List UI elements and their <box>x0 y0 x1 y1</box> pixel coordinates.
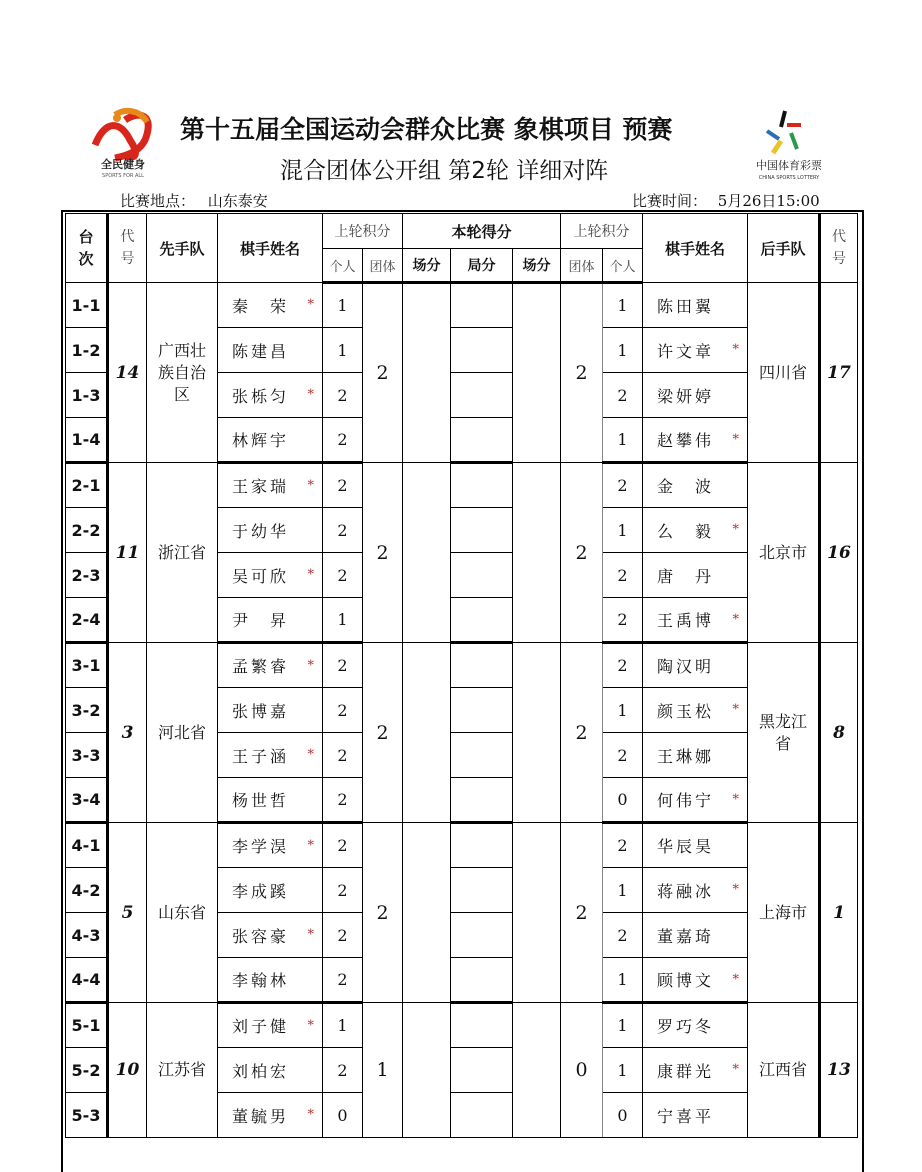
game-pts <box>451 913 513 958</box>
right-match-pts <box>513 463 561 643</box>
col-right-match-pts: 场分 <box>513 249 561 283</box>
right-individual-score: 0 <box>603 1093 643 1138</box>
right-player-label: 许文章 <box>657 341 715 361</box>
game-pts <box>451 463 513 508</box>
sports-for-all-logo <box>85 100 175 180</box>
game-pts <box>451 778 513 823</box>
left-individual-score: 2 <box>323 373 363 418</box>
game-pts <box>451 688 513 733</box>
time-value: 5月26日15:00 <box>717 192 820 210</box>
right-individual-score: 1 <box>603 958 643 1003</box>
star-marker-icon: * <box>307 387 314 403</box>
left-player-label: 于幼华 <box>232 521 290 541</box>
left-team-label: 山东省 <box>157 902 206 922</box>
left-team-code: 14 <box>108 283 147 463</box>
left-player-label: 陈建昌 <box>232 341 290 361</box>
right-individual-score: 1 <box>603 1048 643 1093</box>
col-this-round: 本轮得分 <box>403 214 561 249</box>
right-player-name <box>643 598 748 643</box>
star-marker-icon: * <box>732 882 739 898</box>
left-player-name <box>218 283 323 328</box>
left-individual-score: 2 <box>323 1048 363 1093</box>
right-player-label: 赵攀伟 <box>657 431 715 450</box>
col-left-match-pts: 场分 <box>403 249 451 283</box>
right-individual-score: 0 <box>603 778 643 823</box>
star-marker-icon: * <box>732 972 739 987</box>
left-player-label: 李学淏 <box>232 837 290 856</box>
star-marker-icon: * <box>732 792 739 807</box>
left-individual-score: 1 <box>323 328 363 373</box>
star-marker-icon: * <box>732 342 739 358</box>
left-individual-score: 2 <box>323 868 363 913</box>
right-player-label: 宁喜平 <box>657 1106 715 1126</box>
col-second-team: 后手队 <box>748 214 820 283</box>
star-marker-icon: * <box>732 432 739 447</box>
left-individual-score: 2 <box>323 463 363 508</box>
right-individual-score: 2 <box>603 463 643 508</box>
header-row-1 <box>66 214 858 249</box>
game-pts <box>451 508 513 553</box>
left-team-name <box>147 643 218 823</box>
right-player-name <box>643 373 748 418</box>
table-no: 4-3 <box>66 913 108 958</box>
left-player-label: 张栎匀 <box>232 386 290 406</box>
left-team-label: 河北省 <box>157 722 206 742</box>
col-table-no: 台次 <box>66 214 108 283</box>
left-player-label: 刘柏宏 <box>232 1061 290 1081</box>
right-individual-score: 1 <box>603 418 643 463</box>
right-player-name <box>643 283 748 328</box>
left-player-name <box>218 778 323 823</box>
left-player-name <box>218 688 323 733</box>
left-individual-score: 2 <box>323 958 363 1003</box>
game-pts <box>451 733 513 778</box>
left-team-code: 10 <box>108 1003 147 1138</box>
right-team-name <box>748 283 820 463</box>
star-marker-icon: * <box>307 478 314 493</box>
right-team-score: 2 <box>561 823 603 1003</box>
left-player-label: 李成蹊 <box>232 881 290 901</box>
game-pts <box>451 418 513 463</box>
svg-text:CHINA SPORTS LOTTERY: CHINA SPORTS LOTTERY <box>758 175 820 181</box>
right-player-label: 王禹博 <box>657 611 715 630</box>
left-match-pts <box>403 283 451 463</box>
right-player-label: 顾博文 <box>657 971 715 990</box>
pairings-table <box>65 213 858 1138</box>
col-right-player: 棋手姓名 <box>643 214 748 283</box>
left-player-label: 孟繁睿 <box>232 657 290 676</box>
right-individual-score: 2 <box>603 733 643 778</box>
right-player-name <box>643 1093 748 1138</box>
table-no: 1-1 <box>66 283 108 328</box>
col-right-individual: 个人 <box>603 249 643 283</box>
venue-value: 山东泰安 <box>207 192 268 210</box>
right-player-label: 董嘉琦 <box>657 926 715 946</box>
left-match-pts <box>403 1003 451 1138</box>
right-player-label: 么 毅 <box>657 521 715 541</box>
right-player-name <box>643 508 748 553</box>
left-player-name <box>218 1048 323 1093</box>
left-player-label: 王子涵 <box>232 746 290 766</box>
right-player-name <box>643 328 748 373</box>
left-player-name <box>218 598 323 643</box>
svg-text:全民健身: 全民健身 <box>101 158 145 171</box>
col-right-prev-score: 上轮积分 <box>561 214 643 249</box>
table-no: 3-4 <box>66 778 108 823</box>
right-player-label: 陈田翼 <box>657 296 715 316</box>
left-team-name <box>147 283 218 463</box>
table-no: 2-1 <box>66 463 108 508</box>
left-match-pts <box>403 463 451 643</box>
left-team-code: 5 <box>108 823 147 1003</box>
col-left-individual: 个人 <box>323 249 363 283</box>
table-no: 5-3 <box>66 1093 108 1138</box>
left-player-label: 林辉宇 <box>232 431 290 450</box>
left-player-label: 刘子健 <box>232 1017 290 1036</box>
right-individual-score: 2 <box>603 643 643 688</box>
left-team-label: 江苏省 <box>157 1060 206 1079</box>
table-no: 4-4 <box>66 958 108 1003</box>
table-no: 3-1 <box>66 643 108 688</box>
left-individual-score: 2 <box>323 913 363 958</box>
col-left-team: 团体 <box>363 249 403 283</box>
left-team-name <box>147 463 218 643</box>
game-pts <box>451 283 513 328</box>
game-pts <box>451 1003 513 1048</box>
left-individual-score: 2 <box>323 643 363 688</box>
star-marker-icon: * <box>307 567 314 583</box>
venue-info <box>120 190 268 211</box>
right-individual-score: 2 <box>603 823 643 868</box>
star-marker-icon: * <box>732 702 739 718</box>
right-team-name <box>748 823 820 1003</box>
left-team-name <box>147 823 218 1003</box>
left-match-pts <box>403 823 451 1003</box>
right-player-label: 王琳娜 <box>657 746 715 766</box>
right-player-name <box>643 1003 748 1048</box>
left-player-name <box>218 868 323 913</box>
left-player-name <box>218 1003 323 1048</box>
left-team-score: 2 <box>363 643 403 823</box>
right-player-name <box>643 1048 748 1093</box>
left-player-label: 王家瑞 <box>232 477 290 496</box>
right-match-pts <box>513 283 561 463</box>
table-no: 1-2 <box>66 328 108 373</box>
right-team-name <box>748 1003 820 1138</box>
col-left-player: 棋手姓名 <box>218 214 323 283</box>
board-row <box>66 463 858 508</box>
left-individual-score: 1 <box>323 283 363 328</box>
right-team-code: 1 <box>820 823 858 1003</box>
left-team-score: 1 <box>363 1003 403 1138</box>
game-pts <box>451 598 513 643</box>
right-player-name <box>643 463 748 508</box>
right-player-name <box>643 868 748 913</box>
left-individual-score: 1 <box>323 1003 363 1048</box>
star-marker-icon: * <box>732 522 739 538</box>
table-no: 5-1 <box>66 1003 108 1048</box>
time-info <box>632 190 820 211</box>
game-pts <box>451 958 513 1003</box>
board-row <box>66 643 858 688</box>
page-subtitle: 混合团体公开组 第2轮 详细对阵 <box>280 158 609 184</box>
china-sports-lottery-logo <box>745 103 835 183</box>
left-team-label: 广西壮族自治区 <box>157 340 206 404</box>
table-no: 4-1 <box>66 823 108 868</box>
right-individual-score: 1 <box>603 688 643 733</box>
col-right-code: 代号 <box>820 214 858 283</box>
right-team-label: 上海市 <box>758 902 807 922</box>
svg-text:SPORTS FOR ALL: SPORTS FOR ALL <box>102 173 144 179</box>
right-player-name <box>643 958 748 1003</box>
left-player-label: 董毓男 <box>232 1106 290 1126</box>
table-no: 3-2 <box>66 688 108 733</box>
right-team-name <box>748 643 820 823</box>
left-player-name <box>218 733 323 778</box>
table-no: 2-4 <box>66 598 108 643</box>
col-game-pts: 局分 <box>451 249 513 283</box>
left-player-name <box>218 463 323 508</box>
left-individual-score: 0 <box>323 1093 363 1138</box>
right-individual-score: 1 <box>603 508 643 553</box>
right-player-name <box>643 823 748 868</box>
table-no: 2-2 <box>66 508 108 553</box>
left-player-name <box>218 553 323 598</box>
right-match-pts <box>513 823 561 1003</box>
right-individual-score: 2 <box>603 598 643 643</box>
board-row <box>66 1003 858 1048</box>
game-pts <box>451 868 513 913</box>
left-player-label: 杨世哲 <box>232 791 290 810</box>
left-individual-score: 2 <box>323 688 363 733</box>
right-team-label: 北京市 <box>758 542 807 562</box>
game-pts <box>451 373 513 418</box>
game-pts <box>451 553 513 598</box>
svg-text:中国体育彩票: 中国体育彩票 <box>756 159 822 172</box>
right-individual-score: 2 <box>603 553 643 598</box>
right-team-label: 江西省 <box>758 1060 807 1079</box>
col-first-team: 先手队 <box>147 214 218 283</box>
right-individual-score: 2 <box>603 913 643 958</box>
game-pts <box>451 643 513 688</box>
left-match-pts <box>403 643 451 823</box>
right-player-label: 颜玉松 <box>657 701 715 721</box>
left-player-label: 秦 荣 <box>232 296 290 316</box>
star-marker-icon: * <box>307 747 314 763</box>
left-player-label: 张容豪 <box>232 926 290 946</box>
right-player-label: 梁妍婷 <box>657 386 715 406</box>
left-team-label: 浙江省 <box>157 542 206 562</box>
star-marker-icon: * <box>307 1018 314 1033</box>
left-player-name <box>218 958 323 1003</box>
col-left-prev-score: 上轮积分 <box>323 214 403 249</box>
left-team-code: 11 <box>108 463 147 643</box>
right-individual-score: 1 <box>603 868 643 913</box>
right-player-name <box>643 733 748 778</box>
right-player-label: 唐 丹 <box>657 566 715 586</box>
board-row <box>66 283 858 328</box>
right-individual-score: 1 <box>603 1003 643 1048</box>
table-no: 5-2 <box>66 1048 108 1093</box>
col-left-code: 代号 <box>108 214 147 283</box>
right-player-name <box>643 553 748 598</box>
left-player-label: 尹 昇 <box>232 611 290 630</box>
right-player-label: 何伟宁 <box>657 791 715 810</box>
right-player-label: 康群光 <box>657 1061 715 1081</box>
venue-label: 比赛地点： <box>120 192 196 210</box>
right-team-label: 四川省 <box>758 362 807 382</box>
right-team-name <box>748 463 820 643</box>
right-individual-score: 1 <box>603 283 643 328</box>
left-individual-score: 2 <box>323 733 363 778</box>
right-match-pts <box>513 1003 561 1138</box>
right-player-label: 华辰昊 <box>657 837 715 856</box>
page-title: 第十五届全国运动会群众比赛 象棋项目 预赛 <box>180 115 673 144</box>
star-marker-icon: * <box>307 297 314 313</box>
time-label: 比赛时间： <box>632 192 708 210</box>
right-player-label: 蒋融冰 <box>657 881 715 901</box>
col-right-team: 团体 <box>561 249 603 283</box>
table-no: 1-4 <box>66 418 108 463</box>
left-individual-score: 2 <box>323 823 363 868</box>
right-team-code: 16 <box>820 463 858 643</box>
left-player-name <box>218 1093 323 1138</box>
left-player-name <box>218 418 323 463</box>
left-team-name <box>147 1003 218 1138</box>
star-marker-icon: * <box>732 612 739 627</box>
right-team-score: 2 <box>561 283 603 463</box>
right-team-score: 2 <box>561 643 603 823</box>
left-player-name <box>218 328 323 373</box>
left-player-label: 吴可欣 <box>232 566 290 586</box>
star-marker-icon: * <box>307 658 314 673</box>
right-player-name <box>643 913 748 958</box>
right-individual-score: 1 <box>603 328 643 373</box>
game-pts <box>451 1048 513 1093</box>
right-team-code: 17 <box>820 283 858 463</box>
left-player-name <box>218 913 323 958</box>
left-player-label: 张博嘉 <box>232 701 290 721</box>
right-player-name <box>643 418 748 463</box>
right-team-score: 2 <box>561 463 603 643</box>
right-player-label: 陶汉明 <box>657 657 715 676</box>
right-individual-score: 2 <box>603 373 643 418</box>
left-player-name <box>218 823 323 868</box>
table-no: 3-3 <box>66 733 108 778</box>
left-individual-score: 2 <box>323 778 363 823</box>
left-player-name <box>218 643 323 688</box>
right-team-label: 黑龙江省 <box>758 711 807 753</box>
left-individual-score: 2 <box>323 553 363 598</box>
board-row <box>66 823 858 868</box>
left-individual-score: 2 <box>323 418 363 463</box>
left-individual-score: 2 <box>323 508 363 553</box>
game-pts <box>451 328 513 373</box>
game-pts <box>451 1093 513 1138</box>
left-team-score: 2 <box>363 823 403 1003</box>
star-marker-icon: * <box>307 838 314 853</box>
right-player-name <box>643 688 748 733</box>
right-player-label: 罗巧冬 <box>657 1017 715 1036</box>
right-player-name <box>643 643 748 688</box>
star-marker-icon: * <box>307 927 314 943</box>
star-marker-icon: * <box>732 1062 739 1078</box>
right-player-name <box>643 778 748 823</box>
left-team-score: 2 <box>363 283 403 463</box>
left-player-label: 李翰林 <box>232 971 290 990</box>
left-individual-score: 1 <box>323 598 363 643</box>
left-player-name <box>218 508 323 553</box>
right-player-label: 金 波 <box>657 477 715 496</box>
right-team-score: 0 <box>561 1003 603 1138</box>
right-match-pts <box>513 643 561 823</box>
table-no: 2-3 <box>66 553 108 598</box>
left-team-score: 2 <box>363 463 403 643</box>
left-team-code: 3 <box>108 643 147 823</box>
game-pts <box>451 823 513 868</box>
right-team-code: 8 <box>820 643 858 823</box>
star-marker-icon: * <box>307 1107 314 1123</box>
left-player-name <box>218 373 323 418</box>
right-team-code: 13 <box>820 1003 858 1138</box>
table-no: 1-3 <box>66 373 108 418</box>
table-no: 4-2 <box>66 868 108 913</box>
